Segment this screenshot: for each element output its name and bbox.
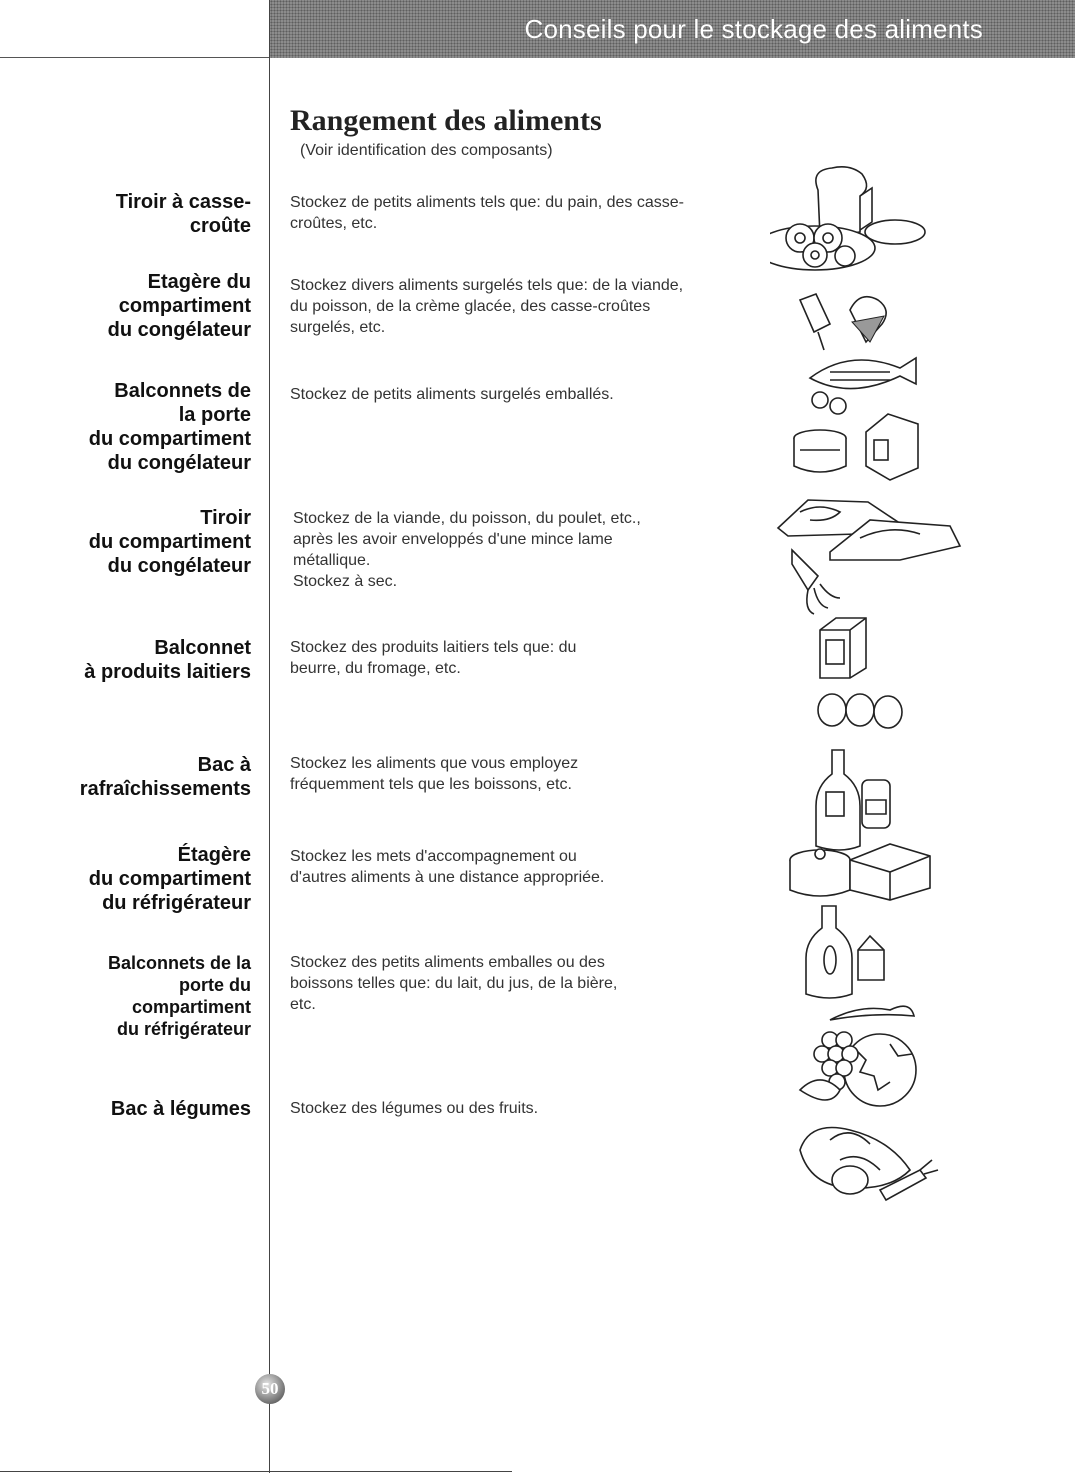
- section-label-refreshment-center: Bac à rafraîchissements: [79, 754, 251, 800]
- dairy-icon: [818, 618, 902, 728]
- page-number-badge: 50: [255, 1374, 285, 1404]
- meat-fish-icon: [778, 500, 960, 614]
- vegetables-icon: [800, 1128, 938, 1201]
- header-rule: [0, 57, 270, 58]
- section-label-fridge-shelf: Étagère du compartiment du réfrigérateur: [88, 844, 251, 914]
- leftovers-icon: [790, 844, 930, 900]
- section-desc-freezer-drawer: Stockez de la viande, du poisson, du poulet, etc., après les avoir enveloppés d'une mince lame métallique. Stockez à sec.: [293, 510, 641, 590]
- section-desc-dairy-bin: Stockez des produits laitiers tels que: du beurre, du fromage, etc.: [290, 639, 577, 677]
- section-banner: [270, 0, 1075, 58]
- bread-pastries-icon: [770, 167, 925, 270]
- footer-rule: [0, 1471, 512, 1472]
- section-label-freezer-shelf: Etagère du compartiment du congélateur: [107, 271, 251, 341]
- section-desc-refreshment-center: Stockez les aliments que vous employez fréquemment tels que les boissons, etc.: [290, 755, 579, 793]
- food-illustrations: [770, 160, 970, 1220]
- section-desc-snack-drawer: Stockez de petits aliments tels que: du pain, des casse- croûtes, etc.: [290, 194, 684, 232]
- section-label-freezer-door-bins: Balconnets de la porte du compartiment du congélateur: [88, 380, 251, 474]
- banner-title: Conseils pour le stockage des aliments: [524, 14, 983, 44]
- frozen-foods-icon: [800, 294, 916, 414]
- can-and-box-icon: [794, 414, 918, 480]
- section-label-fridge-door-bins: Balconnets de la porte du compartiment du réfrigérateur: [107, 953, 251, 1039]
- drinks-icon: [806, 906, 884, 998]
- section-label-dairy-bin: Balconnet à produits laitiers: [84, 637, 251, 683]
- section-desc-vegetable-crisper: Stockez des légumes ou des fruits.: [290, 1100, 539, 1117]
- section-label-vegetable-crisper: Bac à légumes: [110, 1098, 251, 1120]
- page-title: Rangement des aliments: [290, 104, 602, 137]
- section-desc-fridge-door-bins: Stockez des petits aliments emballes ou des boissons telles que: du lait, du jus, de la bière, etc.: [290, 954, 618, 1013]
- page-subtitle: (Voir identification des composants): [300, 142, 553, 159]
- fruits-icon: [800, 1006, 916, 1106]
- section-label-freezer-drawer: Tiroir du compartiment du congélateur: [88, 507, 251, 577]
- section-label-snack-drawer: Tiroir à casse- croûte: [115, 191, 251, 237]
- section-desc-fridge-shelf: Stockez les mets d'accompagnement ou d'autres aliments à une distance appropriée.: [290, 848, 605, 886]
- beverages-icon: [816, 750, 890, 850]
- section-desc-freezer-door-bins: Stockez de petits aliments surgelés emballés.: [290, 386, 614, 403]
- column-divider: [269, 0, 270, 1473]
- section-desc-freezer-shelf: Stockez divers aliments surgelés tels que: de la viande, du poisson, de la crème glacée, des casse-croûtes surgelés, etc.: [290, 277, 684, 336]
